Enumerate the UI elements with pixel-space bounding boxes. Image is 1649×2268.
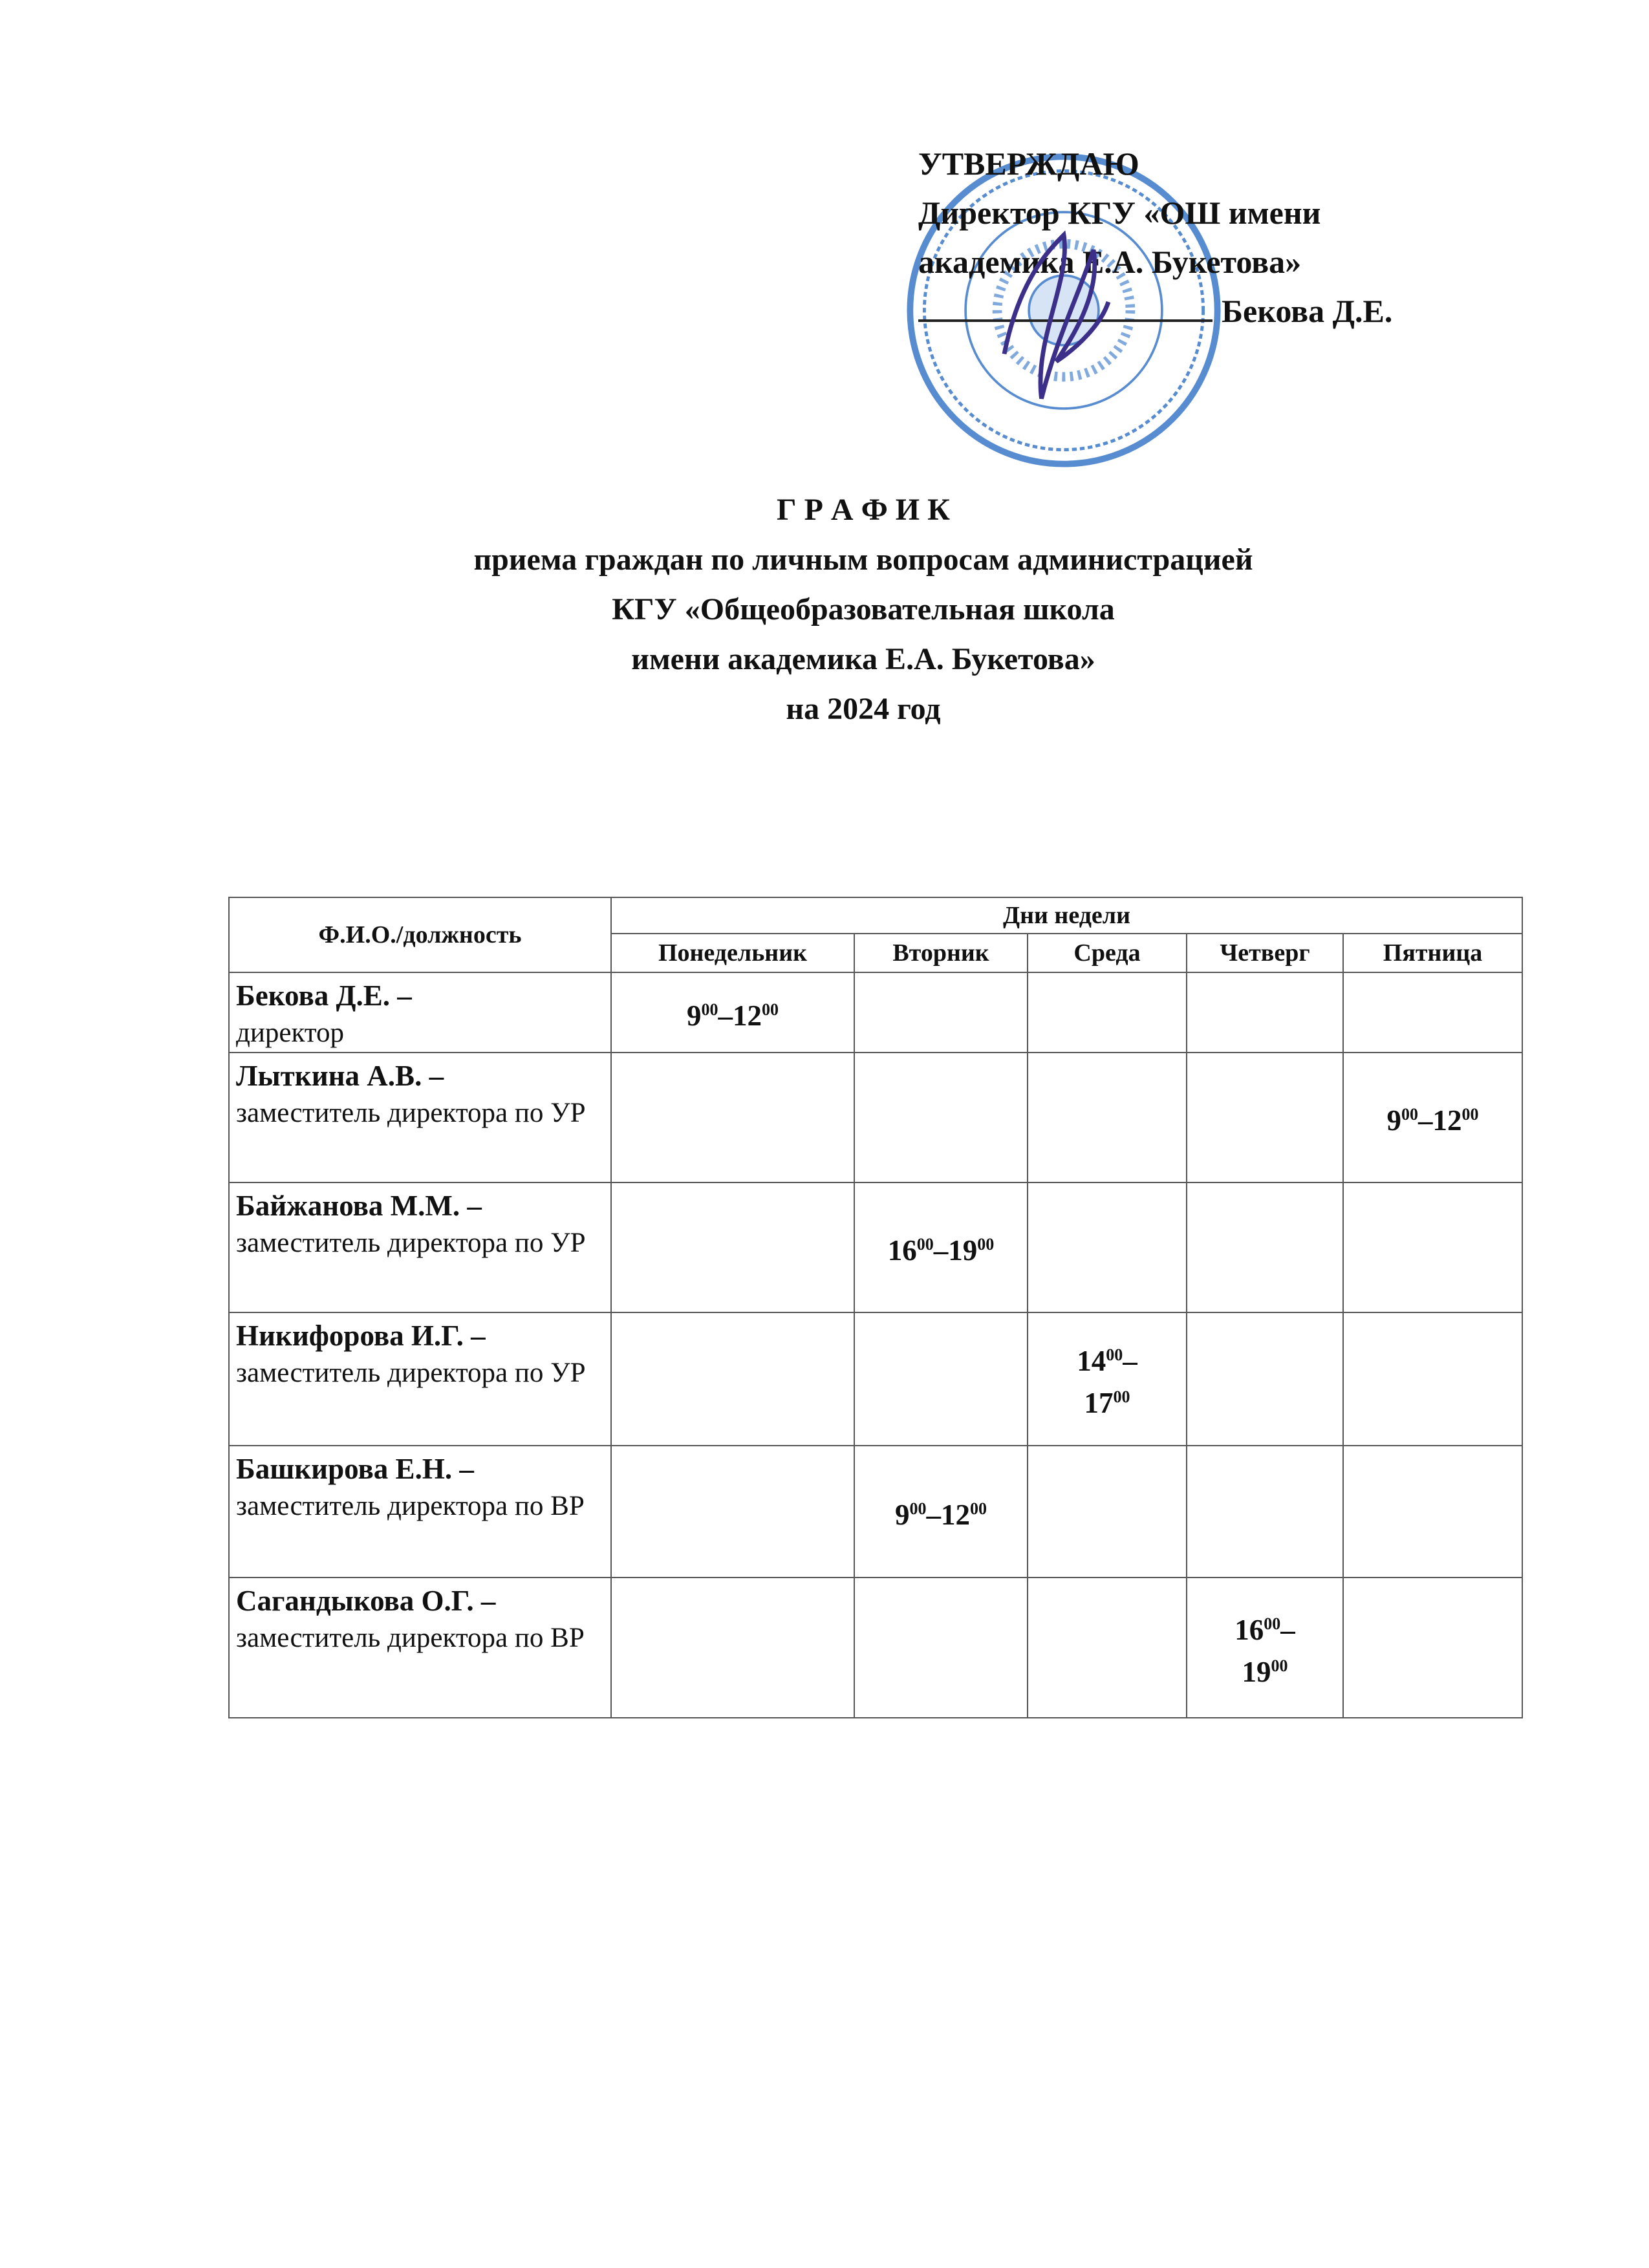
day-cell [1028, 1053, 1187, 1182]
day-cell [1187, 1578, 1343, 1718]
minutes: 00 [701, 1000, 718, 1019]
person-name: Бекова Д.Е. – [236, 979, 412, 1012]
header-name-position: Ф.И.О./должность [229, 897, 611, 972]
person-role: заместитель директора по УР [236, 1228, 586, 1258]
approval-heading: УТВЕРЖДАЮ [918, 145, 1139, 182]
approval-organization: академика Е.А. Букетова» [918, 244, 1302, 280]
header-days: Дни недели [611, 897, 1522, 934]
day-cell [1343, 1446, 1522, 1578]
minutes: 00 [762, 1000, 779, 1019]
day-cell [611, 1053, 854, 1182]
table-row [229, 1578, 1522, 1718]
person-role: директор [236, 1018, 345, 1048]
approval-signer: Бекова Д.Е. [1222, 293, 1393, 329]
person-role: заместитель директора по ВР [236, 1491, 585, 1521]
time-to: 12 [1432, 1104, 1462, 1137]
day-cell [1343, 972, 1522, 1053]
dash: – [926, 1498, 941, 1531]
title-heading: Г Р А Ф И К [777, 493, 950, 527]
day-cell [1187, 1446, 1343, 1578]
minutes: 00 [977, 1235, 995, 1254]
minutes: 00 [1106, 1345, 1123, 1364]
person-role: заместитель директора по УР [236, 1098, 586, 1128]
day-cell [1343, 1053, 1522, 1182]
day-cell [854, 972, 1028, 1053]
person-role: заместитель директора по ВР [236, 1623, 585, 1653]
day-cell [854, 1578, 1028, 1718]
signature [989, 220, 1138, 414]
time-to: 12 [733, 999, 762, 1032]
minutes: 00 [1401, 1105, 1418, 1124]
minutes: 00 [1113, 1387, 1130, 1406]
day-cell [611, 1182, 854, 1312]
day-cell [1187, 1182, 1343, 1312]
approval-position: Директор КГУ «ОШ имени [918, 195, 1321, 231]
person-name: Башкирова Е.Н. – [236, 1453, 474, 1485]
day-cell [1343, 1182, 1522, 1312]
time-to: 19 [1242, 1655, 1271, 1688]
title-line-3: имени академика Е.А. Букетова» [631, 642, 1095, 676]
person-cell [229, 1578, 611, 1718]
time-to: 12 [941, 1498, 970, 1531]
time-from: 9 [687, 999, 702, 1032]
time-to: 19 [948, 1234, 978, 1267]
time-to: 17 [1084, 1387, 1114, 1419]
person-cell [229, 1182, 611, 1312]
header-day: Пятница [1343, 934, 1522, 972]
time-from: 16 [887, 1234, 917, 1267]
day-cell [1028, 1312, 1187, 1446]
person-cell [229, 1446, 611, 1578]
header-day: Понедельник [611, 934, 854, 972]
header-day: Вторник [854, 934, 1028, 972]
person-role: заместитель директора по УР [236, 1358, 586, 1388]
table-row [229, 1312, 1522, 1446]
day-cell [1028, 1446, 1187, 1578]
person-cell [229, 1312, 611, 1446]
dash: – [1280, 1613, 1295, 1646]
day-cell [611, 1578, 854, 1718]
minutes: 00 [970, 1499, 987, 1518]
day-cell [1187, 972, 1343, 1053]
table-row [229, 1446, 1522, 1578]
day-cell [611, 1312, 854, 1446]
time-from: 14 [1077, 1345, 1106, 1377]
day-cell [1187, 1053, 1343, 1182]
day-cell [1028, 972, 1187, 1053]
minutes: 00 [916, 1235, 934, 1254]
minutes: 00 [1271, 1656, 1288, 1675]
minutes: 00 [909, 1499, 927, 1518]
day-cell [1343, 1312, 1522, 1446]
minutes: 00 [1264, 1614, 1281, 1633]
title-line-2: КГУ «Общеобразовательная школа [612, 592, 1115, 626]
day-cell [1028, 1578, 1187, 1718]
person-name: Байжанова М.М. – [236, 1190, 482, 1222]
person-cell [229, 972, 611, 1053]
title-line-4: на 2024 год [786, 692, 941, 726]
day-cell [1028, 1182, 1187, 1312]
person-name: Сагандыкова О.Г. – [236, 1585, 496, 1617]
time-from: 16 [1234, 1613, 1264, 1646]
day-cell [854, 1446, 1028, 1578]
dash: – [1418, 1104, 1433, 1137]
day-cell [854, 1053, 1028, 1182]
time-from: 9 [895, 1498, 910, 1531]
title-line-1: приема граждан по личным вопросам администрацией [473, 542, 1253, 577]
dash: – [1123, 1345, 1137, 1377]
day-cell [1187, 1312, 1343, 1446]
header-day: Среда [1028, 934, 1187, 972]
person-name: Никифорова И.Г. – [236, 1320, 486, 1352]
document-title [0, 485, 1649, 734]
time-from: 9 [1386, 1104, 1401, 1137]
day-cell [611, 972, 854, 1053]
header-day: Четверг [1187, 934, 1343, 972]
person-name: Лыткина А.В. – [236, 1060, 444, 1092]
dash: – [933, 1234, 949, 1267]
table-row [229, 1182, 1522, 1312]
day-cell [854, 1312, 1028, 1446]
table-row [229, 1053, 1522, 1182]
person-cell [229, 1053, 611, 1182]
day-cell [1343, 1578, 1522, 1718]
day-cell [854, 1182, 1028, 1312]
minutes: 00 [1461, 1105, 1479, 1124]
dash: – [718, 999, 733, 1032]
schedule-table [228, 897, 1523, 1718]
day-cell [611, 1446, 854, 1578]
table-row [229, 972, 1522, 1053]
